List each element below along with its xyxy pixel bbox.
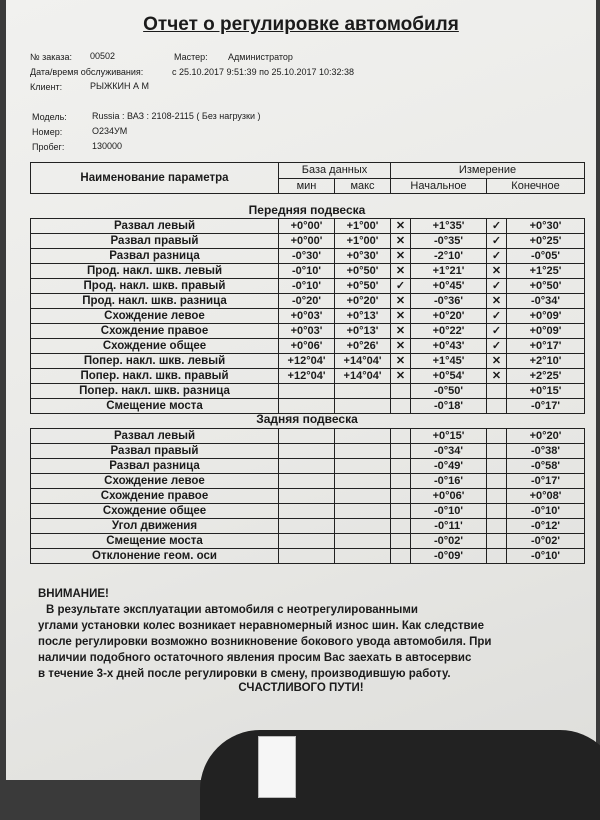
final-value: +0°20' bbox=[507, 429, 585, 444]
param-name: Смещение моста bbox=[31, 399, 279, 414]
mileage-label: Пробег: bbox=[32, 142, 65, 152]
initial-value: +0°22' bbox=[411, 324, 487, 339]
min-value bbox=[279, 474, 335, 489]
table-row bbox=[31, 459, 585, 474]
param-name: Угол движения bbox=[31, 519, 279, 534]
initial-status-icon bbox=[391, 549, 411, 564]
initial-value: +1°21' bbox=[411, 264, 487, 279]
final-value: +1°25' bbox=[507, 264, 585, 279]
max-value bbox=[335, 444, 391, 459]
final-value: -0°17' bbox=[507, 399, 585, 414]
min-value bbox=[279, 459, 335, 474]
client-value: РЫЖКИН А М bbox=[90, 81, 149, 91]
max-value: +1°00' bbox=[335, 219, 391, 234]
initial-status-icon bbox=[391, 444, 411, 459]
service-period: с 25.10.2017 9:51:39 по 25.10.2017 10:32:38 bbox=[172, 67, 355, 77]
table-row bbox=[31, 279, 585, 294]
max-value bbox=[335, 519, 391, 534]
final-value: +2°10' bbox=[507, 354, 585, 369]
final-status-icon bbox=[487, 534, 507, 549]
final-value: +0°17' bbox=[507, 339, 585, 354]
min-value: +12°04' bbox=[279, 369, 335, 384]
initial-status-icon bbox=[391, 534, 411, 549]
param-name: Развал разница bbox=[31, 459, 279, 474]
final-status-icon bbox=[487, 384, 507, 399]
final-status-icon bbox=[487, 489, 507, 504]
initial-value: -0°49' bbox=[411, 459, 487, 474]
max-value: +14°04' bbox=[335, 354, 391, 369]
measure-header: Измерение bbox=[391, 163, 585, 179]
final-status-icon: ✓ bbox=[487, 234, 507, 249]
initial-value: +0°15' bbox=[411, 429, 487, 444]
final-status-icon bbox=[487, 444, 507, 459]
client-label: Клиент: bbox=[30, 82, 63, 92]
initial-status-icon: ✓ bbox=[391, 279, 411, 294]
min-value bbox=[279, 489, 335, 504]
table-header bbox=[30, 162, 585, 194]
final-value: +0°09' bbox=[507, 309, 585, 324]
max-value: +0°13' bbox=[335, 309, 391, 324]
report-sheet bbox=[6, 0, 596, 780]
param-name: Смещение моста bbox=[31, 534, 279, 549]
final-value: -0°05' bbox=[507, 249, 585, 264]
final-status-icon: ✕ bbox=[487, 294, 507, 309]
front-section-title: Передняя подвеска bbox=[248, 203, 366, 217]
param-name: Попер. накл. шкв. левый bbox=[31, 354, 279, 369]
warning-line: после регулировки возможно возникновение бокового увода автомобиля. При bbox=[38, 636, 492, 648]
initial-value: -0°18' bbox=[411, 399, 487, 414]
final-value: +0°08' bbox=[507, 489, 585, 504]
table-row bbox=[31, 294, 585, 309]
min-value: -0°30' bbox=[279, 249, 335, 264]
master-label: Мастер: bbox=[174, 52, 208, 62]
max-value bbox=[335, 474, 391, 489]
final-status-icon: ✓ bbox=[487, 309, 507, 324]
initial-status-icon bbox=[391, 459, 411, 474]
final-value: +0°50' bbox=[507, 279, 585, 294]
final-value: -0°34' bbox=[507, 294, 585, 309]
initial-value: +0°54' bbox=[411, 369, 487, 384]
min-value bbox=[279, 504, 335, 519]
final-value: -0°02' bbox=[507, 534, 585, 549]
max-header: макс bbox=[335, 178, 391, 194]
master-value: Администратор bbox=[228, 52, 293, 62]
initial-status-icon: ✕ bbox=[391, 249, 411, 264]
final-value: -0°10' bbox=[507, 504, 585, 519]
final-status-icon: ✓ bbox=[487, 249, 507, 264]
table-row bbox=[31, 384, 585, 399]
initial-value: -0°10' bbox=[411, 504, 487, 519]
param-name: Схождение левое bbox=[31, 474, 279, 489]
initial-value: +0°20' bbox=[411, 309, 487, 324]
param-name: Схождение общее bbox=[31, 339, 279, 354]
max-value: +0°50' bbox=[335, 264, 391, 279]
table-row bbox=[31, 324, 585, 339]
table-row bbox=[31, 219, 585, 234]
param-name: Попер. накл. шкв. правый bbox=[31, 369, 279, 384]
param-name: Попер. накл. шкв. разница bbox=[31, 384, 279, 399]
datetime-label: Дата/время обслуживания: bbox=[30, 67, 144, 77]
warning-line: В результате эксплуатации автомобиля с неотрегулированными bbox=[46, 604, 418, 616]
final-value: -0°58' bbox=[507, 459, 585, 474]
order-label: № заказа: bbox=[30, 52, 72, 62]
initial-value: +0°06' bbox=[411, 489, 487, 504]
min-value: -0°10' bbox=[279, 279, 335, 294]
max-value bbox=[335, 429, 391, 444]
max-value bbox=[335, 549, 391, 564]
initial-status-icon bbox=[391, 504, 411, 519]
initial-value: -0°50' bbox=[411, 384, 487, 399]
max-value: +0°30' bbox=[335, 249, 391, 264]
min-value: +12°04' bbox=[279, 354, 335, 369]
model-value: Russia : ВАЗ : 2108-2115 ( Без нагрузки ) bbox=[92, 111, 261, 121]
initial-header: Начальное bbox=[391, 178, 487, 194]
initial-status-icon bbox=[391, 429, 411, 444]
warning-block bbox=[38, 586, 558, 682]
final-value: +0°15' bbox=[507, 384, 585, 399]
database-header: База данных bbox=[279, 163, 391, 179]
param-name: Развал правый bbox=[31, 234, 279, 249]
initial-status-icon: ✕ bbox=[391, 264, 411, 279]
initial-status-icon bbox=[391, 489, 411, 504]
initial-value: +1°35' bbox=[411, 219, 487, 234]
max-value: +1°00' bbox=[335, 234, 391, 249]
param-name: Прод. накл. шкв. разница bbox=[31, 294, 279, 309]
initial-value: -0°02' bbox=[411, 534, 487, 549]
initial-value: -0°16' bbox=[411, 474, 487, 489]
min-value bbox=[279, 534, 335, 549]
warning-line: углами установки колес возникает неравномерный износ шин. Как следствие bbox=[38, 620, 485, 632]
final-status-icon: ✕ bbox=[487, 354, 507, 369]
min-value bbox=[279, 429, 335, 444]
farewell-text: СЧАСТЛИВОГО ПУТИ! bbox=[238, 682, 364, 694]
table-row bbox=[31, 504, 585, 519]
final-status-icon: ✓ bbox=[487, 324, 507, 339]
min-value: +0°00' bbox=[279, 234, 335, 249]
final-status-icon: ✕ bbox=[487, 264, 507, 279]
max-value bbox=[335, 534, 391, 549]
final-status-icon bbox=[487, 429, 507, 444]
param-name: Прод. накл. шкв. левый bbox=[31, 264, 279, 279]
initial-status-icon: ✕ bbox=[391, 234, 411, 249]
rear-section-title: Задняя подвеска bbox=[256, 412, 358, 426]
final-value: +0°30' bbox=[507, 219, 585, 234]
final-status-icon bbox=[487, 474, 507, 489]
order-value: 00502 bbox=[90, 51, 116, 61]
initial-value: +1°45' bbox=[411, 354, 487, 369]
table-row bbox=[31, 309, 585, 324]
max-value bbox=[335, 489, 391, 504]
min-value: +0°00' bbox=[279, 219, 335, 234]
min-value: +0°03' bbox=[279, 309, 335, 324]
param-name: Схождение общее bbox=[31, 504, 279, 519]
initial-status-icon: ✕ bbox=[391, 219, 411, 234]
initial-status-icon: ✕ bbox=[391, 369, 411, 384]
tape-piece bbox=[258, 736, 296, 798]
max-value: +0°13' bbox=[335, 324, 391, 339]
final-value: -0°17' bbox=[507, 474, 585, 489]
final-status-icon bbox=[487, 504, 507, 519]
warning-line: наличии подобного остаточного явления просим Вас заехать в автосервис bbox=[38, 652, 472, 664]
table-row bbox=[31, 354, 585, 369]
final-value: -0°10' bbox=[507, 549, 585, 564]
initial-value: -2°10' bbox=[411, 249, 487, 264]
max-value bbox=[335, 504, 391, 519]
report-title: Отчет о регулировке автомобиля bbox=[143, 14, 459, 35]
param-column-header: Наименование параметра bbox=[31, 163, 279, 194]
param-name: Схождение левое bbox=[31, 309, 279, 324]
mileage-value: 130000 bbox=[92, 141, 123, 151]
final-value: -0°12' bbox=[507, 519, 585, 534]
final-header: Конечное bbox=[487, 178, 585, 194]
initial-status-icon: ✕ bbox=[391, 309, 411, 324]
table-row bbox=[31, 489, 585, 504]
param-name: Развал левый bbox=[31, 219, 279, 234]
table-row bbox=[31, 429, 585, 444]
initial-value: -0°35' bbox=[411, 234, 487, 249]
rear-suspension-table bbox=[30, 428, 585, 564]
initial-value: +0°45' bbox=[411, 279, 487, 294]
final-value: -0°38' bbox=[507, 444, 585, 459]
table-row bbox=[31, 474, 585, 489]
min-value: +0°03' bbox=[279, 324, 335, 339]
table-row bbox=[31, 264, 585, 279]
param-name: Отклонение геом. оси bbox=[31, 549, 279, 564]
initial-value: -0°34' bbox=[411, 444, 487, 459]
min-value: -0°20' bbox=[279, 294, 335, 309]
table-row bbox=[31, 519, 585, 534]
initial-status-icon: ✕ bbox=[391, 324, 411, 339]
final-status-icon: ✕ bbox=[487, 369, 507, 384]
max-value: +14°04' bbox=[335, 369, 391, 384]
min-value: -0°10' bbox=[279, 264, 335, 279]
final-value: +2°25' bbox=[507, 369, 585, 384]
initial-status-icon bbox=[391, 474, 411, 489]
final-status-icon: ✓ bbox=[487, 279, 507, 294]
final-status-icon bbox=[487, 459, 507, 474]
initial-value: -0°36' bbox=[411, 294, 487, 309]
model-label: Модель: bbox=[32, 112, 67, 122]
warning-title: ВНИМАНИЕ! bbox=[38, 588, 109, 600]
final-value: +0°25' bbox=[507, 234, 585, 249]
number-value: О234УМ bbox=[92, 126, 128, 136]
param-name: Развал левый bbox=[31, 429, 279, 444]
table-row bbox=[31, 534, 585, 549]
initial-value: +0°43' bbox=[411, 339, 487, 354]
max-value bbox=[335, 459, 391, 474]
initial-value: -0°09' bbox=[411, 549, 487, 564]
table-row bbox=[31, 234, 585, 249]
min-value bbox=[279, 444, 335, 459]
min-value bbox=[279, 384, 335, 399]
final-status-icon: ✓ bbox=[487, 339, 507, 354]
initial-value: -0°11' bbox=[411, 519, 487, 534]
initial-status-icon: ✕ bbox=[391, 339, 411, 354]
initial-status-icon: ✕ bbox=[391, 294, 411, 309]
warning-line: в течение 3-х дней после регулировки в смену, производившую работу. bbox=[38, 668, 451, 680]
max-value bbox=[335, 384, 391, 399]
max-value: +0°20' bbox=[335, 294, 391, 309]
max-value: +0°50' bbox=[335, 279, 391, 294]
table-row bbox=[31, 549, 585, 564]
param-name: Схождение правое bbox=[31, 324, 279, 339]
final-value: +0°09' bbox=[507, 324, 585, 339]
final-status-icon bbox=[487, 519, 507, 534]
table-row bbox=[31, 249, 585, 264]
param-name: Развал разница bbox=[31, 249, 279, 264]
table-row bbox=[31, 339, 585, 354]
param-name: Прод. накл. шкв. правый bbox=[31, 279, 279, 294]
min-value: +0°06' bbox=[279, 339, 335, 354]
param-name: Развал правый bbox=[31, 444, 279, 459]
initial-status-icon bbox=[391, 384, 411, 399]
min-header: мин bbox=[279, 178, 335, 194]
number-label: Номер: bbox=[32, 127, 63, 137]
front-suspension-table bbox=[30, 218, 585, 414]
initial-status-icon bbox=[391, 519, 411, 534]
final-status-icon: ✓ bbox=[487, 219, 507, 234]
initial-status-icon: ✕ bbox=[391, 354, 411, 369]
table-row bbox=[31, 444, 585, 459]
param-name: Схождение правое bbox=[31, 489, 279, 504]
min-value bbox=[279, 519, 335, 534]
max-value: +0°26' bbox=[335, 339, 391, 354]
final-status-icon bbox=[487, 549, 507, 564]
table-row bbox=[31, 369, 585, 384]
min-value bbox=[279, 549, 335, 564]
